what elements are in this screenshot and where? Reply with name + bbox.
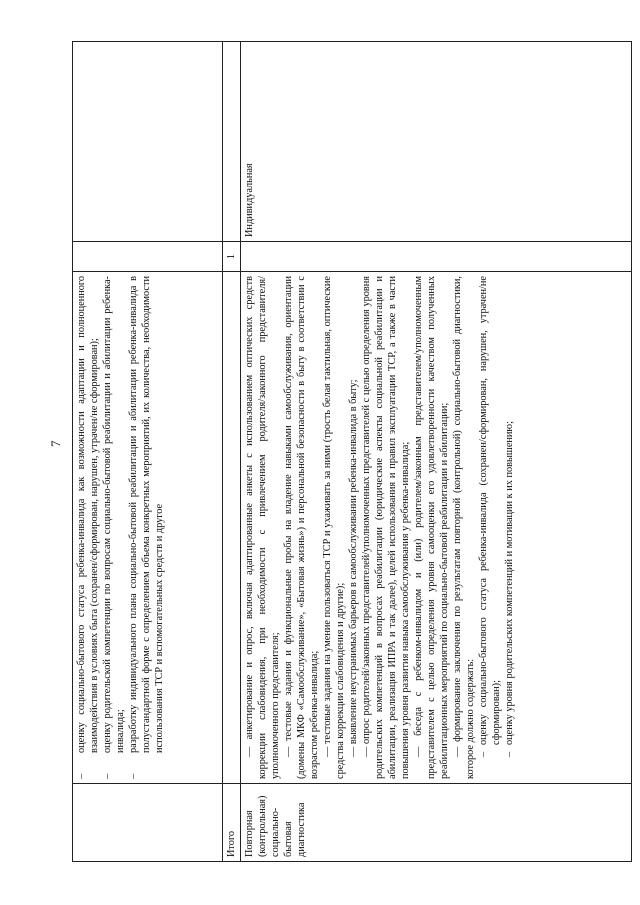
paragraph: — беседа с ребенком-инвалидом и (или) родителем/законным представителем/уполномоченным представителем с целью определения уровня самооценки его удовлетворенности качеством полученных реабилитационных мероприятий по социально-бытовой реабилитации и абилитации; [413,276,450,779]
paragraph: — тестовые задания на умение пользоваться ТСР и ухаживать за ними (трость белая тактильная, оптические средства коррекции слабовидения и другие); [322,276,346,779]
table-cell-empty [241,242,632,272]
list-item: – оценку социально-бытового статуса ребенка-инвалида (сохранен/сформирован, нарушен, утрачен/не сформирован); [478,276,502,757]
list-item: – разработку индивидуального плана социально-бытовой реабилитации и абилитации ребенка-инвалида в полустандартной форме с определением объема конкретных мероприятий, их количества, необходимости использования ТСР и вспомогательных средств и другое [128,276,165,779]
table-cell-empty [73,242,223,272]
list-item: – оценку социально-бытового статуса ребенка-инвалида как возможности адаптации и полноценного взаимодействия в условиях быта (сохранен/сформирован, нарушен, утрачен/не сформирован); [76,276,100,779]
paragraph: — формирование заключения по результатам повторной (контрольной) социально-бытовой диагностики, которое должно содержать: [452,276,476,779]
table-cell-empty [223,272,241,784]
table-row [241,42,632,862]
total-label: Итого [223,784,241,862]
paragraph: — анкетирование и опрос, включая адаптированные анкеты с использованием оптических средств коррекции слабовидения, при необходимости с привлечением родителя/законного представителя/уполномоченного представителя; [244,276,281,779]
services-table [72,41,632,862]
rotated-page-content [72,42,632,862]
service-mode: Индивидуальная [241,42,632,242]
table-cell-empty [223,42,241,242]
paragraph: — выявление неустранимых барьеров в самообслуживании ребенка-инвалида в быту; [348,379,359,757]
table-cell-empty [73,42,223,242]
table-cell-empty [73,784,223,862]
total-value: 1 [223,242,241,272]
stage-label: Повторная (контрольная) социально-бытовая диагностика [241,784,632,862]
list-item: – оценку уровня родительских компетенций и мотивации к их повышению; [504,421,515,757]
list-item: – оценку родительской компетенции по вопросам социально-бытовой реабилитации и абилитации ребенка-инвалида; [102,276,126,779]
paragraph: — опрос родителей/законных представителей/уполномоченных представителей с целью определения уровня родительских компетенций в вопросах реабилитации (юридические аспекты социальной реабилитации и абилитации, реализация ИПРА и так далее), целей использования и правил эксплуатации ТСР, а также в части повышения уровня развития навыка самообслуживания у ребенка-инвалида; [361,276,411,779]
page-number: 7 [48,440,63,447]
table-cell-content [73,272,223,784]
table-row [73,42,223,862]
paragraph: — тестовые задания и функциональные пробы на владение навыками самообслуживания, ориентации (домены МКФ «Самообслуживание», «Бытовая жизнь») и персональной безопасности в быту в соответствии с возрастом ребенка-инвалида; [283,276,320,779]
table-row [223,42,241,862]
table-cell-content [241,272,632,784]
